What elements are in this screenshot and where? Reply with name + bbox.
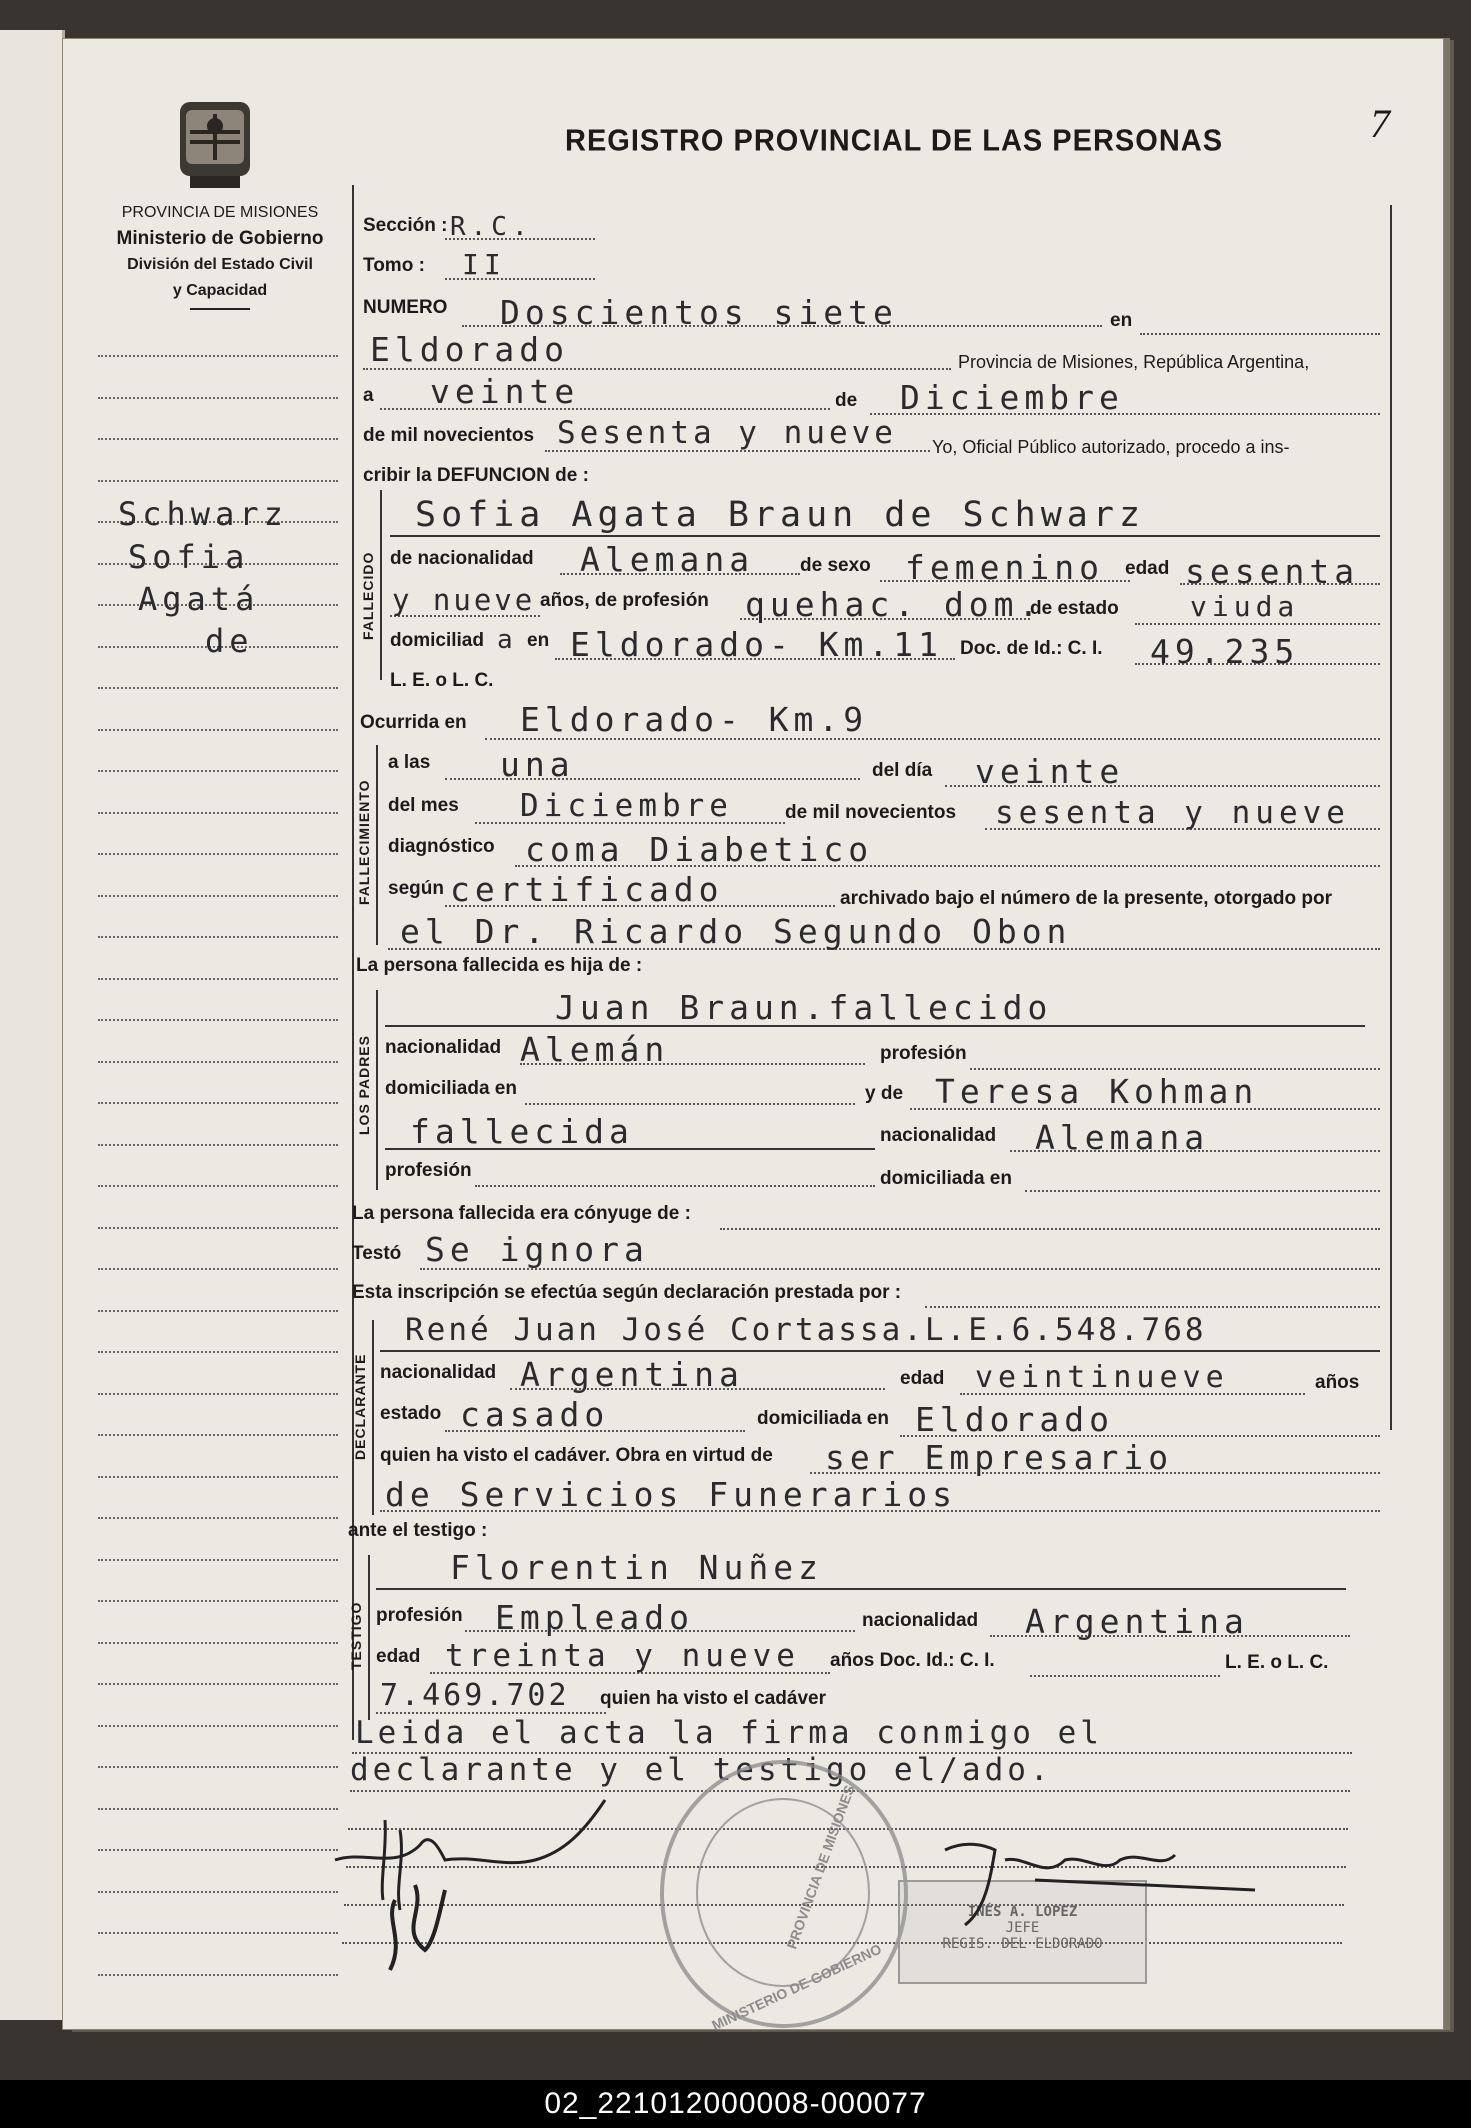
label-a: a [363, 385, 374, 406]
label-testo: Testó [352, 1243, 402, 1264]
value-madre-nac: Alemana [1035, 1118, 1210, 1157]
margin-dotted-line [98, 1434, 338, 1436]
label-en: en [1110, 310, 1133, 331]
margin-dotted-line [98, 1061, 338, 1063]
header-province: PROVINCIA DE MISIONES [121, 204, 319, 221]
label-de-estado: de estado [1030, 598, 1119, 619]
value-diagnostico: coma Diabetico [525, 830, 874, 869]
value-test-nac: Argentina [1025, 1602, 1249, 1641]
label-del-dia: del día [872, 760, 933, 781]
value-estado: viuda [1190, 590, 1300, 623]
margin-dotted-line [98, 1476, 338, 1478]
value-edad2: y nueve [392, 583, 536, 617]
closing-line-2: declarante y el testigo el/ado. [350, 1752, 1053, 1788]
stamp-outer-text: PROVINCIA DE MISIONES [783, 1783, 858, 1951]
value-medico: el Dr. Ricardo Segundo Obon [400, 912, 1072, 951]
label-de: de [835, 390, 858, 411]
label-decl-anos: años [1315, 1372, 1360, 1393]
value-decl-estado: casado [460, 1395, 610, 1434]
label-anos-profesion: años, de profesión [540, 590, 709, 611]
margin-note-surname: Schwarz [118, 495, 288, 533]
label-cribir: cribir la DEFUNCION de : [363, 465, 589, 486]
label-inscripcion: Esta inscripción se efectúa según declaración prestada por : [352, 1282, 902, 1303]
value-dia: veinte [430, 372, 580, 411]
adjacent-page-edge [0, 30, 65, 2020]
header-capacity: y Capacidad [172, 282, 268, 299]
label-hija-de: La persona fallecida es hija de : [356, 955, 643, 976]
margin-dotted-line [98, 1974, 338, 1976]
value-segun: certificado [450, 870, 724, 909]
value-ocurrida: Eldorado- Km.9 [520, 700, 869, 739]
margin-dotted-line [98, 936, 338, 938]
value-sexo: femenino [905, 548, 1104, 587]
label-del-mes: del mes [388, 795, 459, 816]
margin-dotted-line [98, 1268, 338, 1270]
label-tomo: Tomo : [363, 255, 425, 276]
label-padre-nac: nacionalidad [385, 1037, 502, 1058]
declarant-signature-icon [325, 1790, 655, 1980]
margin-dotted-line [98, 770, 338, 772]
margin-dotted-line [98, 1310, 338, 1312]
margin-dotted-line [98, 1642, 338, 1644]
label-a-las: a las [388, 752, 431, 773]
label-madre-nac: nacionalidad [880, 1125, 997, 1146]
margin-dotted-line [98, 1600, 338, 1602]
label-y-de: y de [865, 1083, 904, 1104]
value-nombre: Sofia Agata Braun de Schwarz [415, 495, 1146, 535]
value-edad: sesenta [1185, 552, 1360, 591]
value-seccion: R.C. [450, 212, 533, 242]
label-madre-prof: profesión [385, 1160, 472, 1181]
right-rule [1390, 205, 1392, 1430]
label-yo: Yo, Oficial Público autorizado, procedo a ins- [932, 437, 1290, 457]
margin-dotted-line [98, 355, 338, 357]
label-en2: en [527, 630, 550, 651]
margin-dotted-line [98, 1102, 338, 1104]
ministry-header [85, 200, 355, 310]
value-lugar: Eldorado [370, 330, 569, 369]
label-seccion: Sección : [363, 215, 448, 236]
margin-dotted-line [98, 687, 338, 689]
margin-dotted-line [98, 438, 338, 440]
label-ocurrida: Ocurrida en [360, 712, 467, 733]
value-tomo: II [462, 248, 506, 281]
label-doc-id: Doc. de Id.: C. I. [960, 638, 1103, 659]
stamp-bottom-text: MINISTERIO DE GOBIERNO [709, 1940, 884, 2034]
margin-dotted-line [98, 1849, 338, 1851]
label-test-edad: edad [376, 1646, 421, 1667]
side-label-fallecido: FALLECIDO [360, 551, 376, 640]
label-segun: según [388, 878, 444, 899]
header-ministry: Ministerio de Gobierno [116, 228, 324, 249]
value-decl-virtud2: de Servicios Funerarios [385, 1475, 957, 1514]
rect-stamp-title: JEFE [1005, 1920, 1040, 1936]
margin-dotted-line [98, 1891, 338, 1893]
value-nacionalidad: Alemana [580, 540, 755, 579]
label-de-mil: de mil novecientos [363, 425, 535, 446]
value-decl-virtud: ser Empresario [825, 1438, 1174, 1477]
label-test-prof: profesión [376, 1605, 463, 1626]
label-test-nac: nacionalidad [862, 1610, 979, 1631]
margin-dotted-line [98, 1144, 338, 1146]
value-padre-nac: Alemán [520, 1030, 670, 1069]
label-test-doc: años Doc. Id.: C. I. [830, 1650, 995, 1671]
label-diagnostico: diagnóstico [388, 836, 495, 857]
value-decl-nac: Argentina [520, 1355, 744, 1394]
side-label-padres: LOS PADRES [356, 1035, 372, 1135]
margin-dotted-line [98, 1393, 338, 1395]
value-numero: Doscientos siete [500, 293, 898, 332]
margin-dotted-line [98, 1766, 338, 1768]
margin-dotted-line [98, 1185, 338, 1187]
label-edad: edad [1125, 558, 1170, 579]
value-profesion: quehac. dom. [745, 585, 1044, 624]
side-label-declarante: DECLARANTE [352, 1353, 368, 1460]
margin-dotted-line [98, 1932, 338, 1934]
label-le-lc: L. E. o L. C. [390, 670, 494, 691]
value-dia-fall: veinte [975, 752, 1125, 791]
value-testigo: Florentin Nuñez [450, 1548, 824, 1587]
value-anio: Sesenta y nueve [557, 415, 897, 451]
label-padre-prof: profesión [880, 1043, 967, 1064]
value-domicilio: Eldorado- Km.11 [570, 625, 944, 664]
label-madre-dom: domiciliada en [880, 1168, 1012, 1189]
value-madre: Teresa Kohman [935, 1072, 1259, 1111]
label-conyuge: La persona fallecida era cónyuge de : [352, 1203, 691, 1224]
label-domiciliad: domiciliad [390, 630, 484, 651]
label-decl-dom: domiciliada en [757, 1408, 889, 1429]
header-division: División del Estado Civil [127, 256, 313, 273]
margin-dotted-line [98, 480, 338, 482]
margin-dotted-line [98, 1559, 338, 1561]
margin-dotted-line [98, 1683, 338, 1685]
label-test-le: L. E. o L. C. [1225, 1652, 1329, 1673]
side-label-testigo: TESTIGO [348, 1601, 364, 1670]
margin-dotted-line [98, 895, 338, 897]
margin-dotted-line [98, 853, 338, 855]
margin-dotted-line [98, 1517, 338, 1519]
value-anio-fall: sesenta y nueve [995, 795, 1350, 831]
margin-note-name2: Agatá [138, 580, 260, 618]
margin-dotted-line [98, 1019, 338, 1021]
margin-dotted-line [98, 397, 338, 399]
image-id-footer: 02_221012000008-000077 [0, 2080, 1471, 2128]
value-mes-fall: Diciembre [520, 788, 733, 824]
value-madre-estado: fallecida [410, 1112, 634, 1151]
label-decl-edad: edad [900, 1368, 945, 1389]
label-decl-nac: nacionalidad [380, 1362, 497, 1383]
value-padre: Juan Braun.fallecido [555, 988, 1053, 1027]
margin-dotted-line [98, 978, 338, 980]
margin-dotted-line [98, 1808, 338, 1810]
label-sexo: de sexo [800, 555, 871, 576]
value-domicilio-a: a [497, 625, 518, 655]
value-mes: Diciembre [900, 378, 1124, 417]
provincial-seal-icon [172, 92, 258, 194]
label-quien-visto: quien ha visto el cadáver. Obra en virtud de [380, 1445, 773, 1466]
value-decl-edad: veintinueve [975, 1360, 1229, 1395]
value-declarante: René Juan José Cortassa.L.E.6.548.768 [405, 1312, 1207, 1348]
margin-note-name1: Sofia [128, 538, 250, 576]
document-title: REGISTRO PROVINCIAL DE LAS PERSONAS [565, 124, 1224, 158]
value-testo: Se ignora [425, 1230, 649, 1269]
official-round-stamp [660, 1760, 908, 2034]
side-label-fallecimiento: FALLECIMIENTO [356, 779, 372, 905]
label-padre-dom: domiciliada en [385, 1078, 517, 1099]
margin-dotted-line [98, 729, 338, 731]
margin-note-de: de [205, 622, 254, 660]
label-numero: NUMERO [363, 297, 448, 318]
closing-line-1: Leida el acta la firma conmigo el [355, 1715, 1103, 1751]
label-de-mil-nov: de mil novecientos [785, 802, 957, 823]
label-provincia: Provincia de Misiones, República Argentina, [958, 352, 1310, 372]
label-archivado: archivado bajo el número de la presente, otorgado por [840, 888, 1332, 909]
label-nacionalidad: de nacionalidad [390, 548, 534, 569]
label-ante-testigo: ante el testigo : [348, 1520, 488, 1541]
label-decl-estado: estado [380, 1403, 442, 1424]
margin-dotted-line [98, 1725, 338, 1727]
rect-stamp-name: INÉS A. LOPEZ [967, 1904, 1078, 1920]
value-decl-dom: Eldorado [915, 1400, 1114, 1439]
page-number: 7 [1370, 101, 1390, 146]
value-test-edad: treinta y nueve [445, 1638, 800, 1674]
label-quien-visto2: quien ha visto el cadáver [600, 1688, 826, 1709]
value-doc: 49.235 [1150, 632, 1300, 671]
rect-stamp-office: REGIS. DEL ELDORADO [942, 1936, 1103, 1952]
margin-dotted-line [98, 1351, 338, 1353]
value-test-doc: 7.469.702 [380, 1678, 570, 1713]
margin-dotted-line [98, 1227, 338, 1229]
value-test-prof: Empleado [495, 1598, 694, 1637]
main-vertical-rule [352, 185, 354, 1740]
margin-dotted-line [98, 812, 338, 814]
official-signature-icon [935, 1820, 1265, 1940]
value-hora: una [500, 745, 575, 784]
